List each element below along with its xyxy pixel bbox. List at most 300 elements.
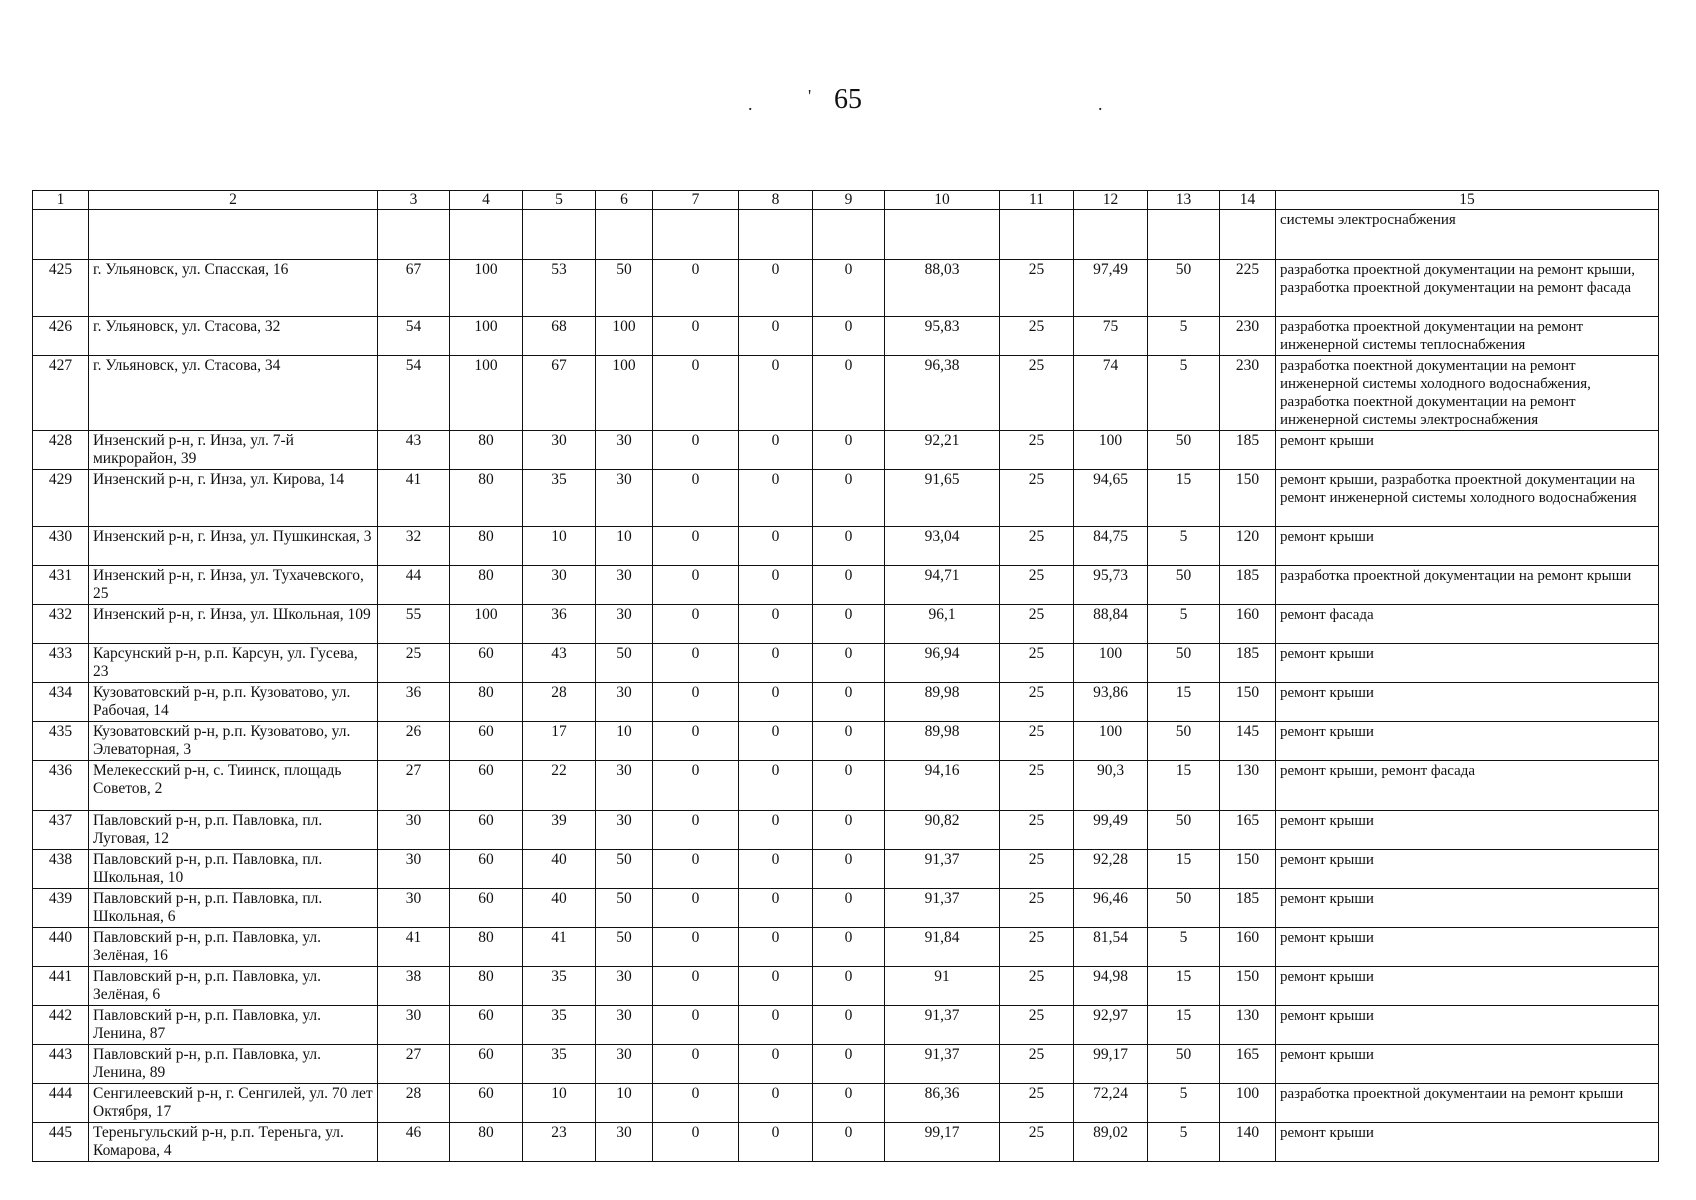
col-7-cell: 0 xyxy=(653,260,739,317)
col-12-cell: 93,86 xyxy=(1074,683,1148,722)
work-description-cell: ремонт крыши xyxy=(1276,850,1659,889)
col-14-cell: 130 xyxy=(1220,761,1276,811)
address-cell: Кузоватовский р-н, р.п. Кузоватово, ул. Элеваторная, 3 xyxy=(89,722,378,761)
col-3-cell: 25 xyxy=(378,644,450,683)
col-14-cell: 140 xyxy=(1220,1123,1276,1162)
col-4-cell: 100 xyxy=(450,356,523,431)
col-13-cell: 5 xyxy=(1148,527,1220,566)
col-13-cell: 5 xyxy=(1148,356,1220,431)
col-11-cell: 25 xyxy=(1000,722,1074,761)
col-8-cell: 0 xyxy=(739,811,813,850)
col-5-cell: 22 xyxy=(523,761,596,811)
col-10-cell: 88,03 xyxy=(885,260,1000,317)
col-7-cell: 0 xyxy=(653,928,739,967)
column-header: 1 xyxy=(33,191,89,210)
col-7-cell: 0 xyxy=(653,605,739,644)
address-cell: г. Ульяновск, ул. Спасская, 16 xyxy=(89,260,378,317)
col-10-cell: 91,37 xyxy=(885,1045,1000,1084)
col-11-cell: 25 xyxy=(1000,811,1074,850)
col-12-cell: 100 xyxy=(1074,644,1148,683)
col-6-cell: 10 xyxy=(596,527,653,566)
col-9-cell: 0 xyxy=(813,260,885,317)
work-description-cell: ремонт крыши, ремонт фасада xyxy=(1276,761,1659,811)
col-6-cell: 50 xyxy=(596,644,653,683)
col-10-cell: 91,84 xyxy=(885,928,1000,967)
table-row xyxy=(33,889,1659,928)
table-row xyxy=(33,605,1659,644)
col-5-cell: 40 xyxy=(523,889,596,928)
continuation-text: системы электроснабжения xyxy=(1276,210,1659,260)
col-10-cell: 89,98 xyxy=(885,722,1000,761)
col-10-cell: 90,82 xyxy=(885,811,1000,850)
work-description-cell: ремонт фасада xyxy=(1276,605,1659,644)
work-description-cell: ремонт крыши xyxy=(1276,889,1659,928)
col-4-cell: 80 xyxy=(450,967,523,1006)
col-12-cell: 100 xyxy=(1074,722,1148,761)
address-cell: Павловский р-н, р.п. Павловка, ул. Ленина, 87 xyxy=(89,1006,378,1045)
address-cell: Павловский р-н, р.п. Павловка, ул. Зелёная, 16 xyxy=(89,928,378,967)
col-4-cell: 60 xyxy=(450,644,523,683)
col-3-cell: 44 xyxy=(378,566,450,605)
col-13-cell: 15 xyxy=(1148,850,1220,889)
col-14-cell: 145 xyxy=(1220,722,1276,761)
col-13-cell: 50 xyxy=(1148,889,1220,928)
table-row xyxy=(33,722,1659,761)
col-3-cell: 55 xyxy=(378,605,450,644)
row-number-cell: 426 xyxy=(33,317,89,356)
col-6-cell: 50 xyxy=(596,260,653,317)
row-number-cell: 440 xyxy=(33,928,89,967)
work-description-cell: ремонт крыши xyxy=(1276,431,1659,470)
address-cell: Кузоватовский р-н, р.п. Кузоватово, ул. Рабочая, 14 xyxy=(89,683,378,722)
col-14-cell: 150 xyxy=(1220,967,1276,1006)
col-14-cell: 185 xyxy=(1220,644,1276,683)
col-12-cell: 88,84 xyxy=(1074,605,1148,644)
address-cell: Тереньгульский р-н, р.п. Тереньга, ул. Комарова, 4 xyxy=(89,1123,378,1162)
address-cell: Инзенский р-н, г. Инза, ул. Школьная, 109 xyxy=(89,605,378,644)
table-row xyxy=(33,761,1659,811)
col-9-cell: 0 xyxy=(813,1006,885,1045)
work-description-cell: ремонт крыши xyxy=(1276,928,1659,967)
col-4-cell: 60 xyxy=(450,850,523,889)
col-12-cell: 92,28 xyxy=(1074,850,1148,889)
row-number-cell: 434 xyxy=(33,683,89,722)
col-7-cell: 0 xyxy=(653,1006,739,1045)
col-10-cell: 94,71 xyxy=(885,566,1000,605)
col-11-cell: 25 xyxy=(1000,566,1074,605)
col-8-cell: 0 xyxy=(739,967,813,1006)
col-8-cell: 0 xyxy=(739,761,813,811)
col-13-cell: 50 xyxy=(1148,566,1220,605)
col-8-cell: 0 xyxy=(739,317,813,356)
address-cell: Инзенский р-н, г. Инза, ул. Пушкинская, 3 xyxy=(89,527,378,566)
row-number-cell: 435 xyxy=(33,722,89,761)
col-5-cell: 35 xyxy=(523,470,596,527)
col-5-cell: 53 xyxy=(523,260,596,317)
col-4-cell: 60 xyxy=(450,811,523,850)
column-header: 8 xyxy=(739,191,813,210)
col-13-cell: 50 xyxy=(1148,811,1220,850)
col-4-cell: 60 xyxy=(450,1045,523,1084)
work-description-cell: ремонт крыши xyxy=(1276,683,1659,722)
col-12-cell: 95,73 xyxy=(1074,566,1148,605)
col-10-cell: 89,98 xyxy=(885,683,1000,722)
col-11-cell: 25 xyxy=(1000,431,1074,470)
table-row xyxy=(33,431,1659,470)
col-7-cell: 0 xyxy=(653,811,739,850)
row-number-cell: 432 xyxy=(33,605,89,644)
col-9-cell: 0 xyxy=(813,722,885,761)
column-header: 11 xyxy=(1000,191,1074,210)
col-11-cell: 25 xyxy=(1000,644,1074,683)
col-11-cell: 25 xyxy=(1000,761,1074,811)
col-11-cell: 25 xyxy=(1000,260,1074,317)
col-9-cell: 0 xyxy=(813,1084,885,1123)
col-10-cell: 99,17 xyxy=(885,1123,1000,1162)
address-cell: Инзенский р-н, г. Инза, ул. 7-й микрорайон, 39 xyxy=(89,431,378,470)
col-12-cell: 92,97 xyxy=(1074,1006,1148,1045)
work-description-cell: ремонт крыши xyxy=(1276,644,1659,683)
col-6-cell: 30 xyxy=(596,470,653,527)
table-row xyxy=(33,644,1659,683)
column-header: 14 xyxy=(1220,191,1276,210)
col-7-cell: 0 xyxy=(653,761,739,811)
col-3-cell: 36 xyxy=(378,683,450,722)
col-9-cell: 0 xyxy=(813,317,885,356)
col-3-cell: 27 xyxy=(378,1045,450,1084)
col-5-cell: 36 xyxy=(523,605,596,644)
col-5-cell: 41 xyxy=(523,928,596,967)
row-number-cell: 431 xyxy=(33,566,89,605)
col-11-cell: 25 xyxy=(1000,1045,1074,1084)
col-10-cell: 91,65 xyxy=(885,470,1000,527)
col-6-cell: 50 xyxy=(596,850,653,889)
col-11-cell: 25 xyxy=(1000,1084,1074,1123)
col-6-cell: 30 xyxy=(596,605,653,644)
col-11-cell: 25 xyxy=(1000,356,1074,431)
col-14-cell: 225 xyxy=(1220,260,1276,317)
column-header: 4 xyxy=(450,191,523,210)
col-4-cell: 80 xyxy=(450,470,523,527)
col-13-cell: 50 xyxy=(1148,260,1220,317)
col-14-cell: 150 xyxy=(1220,850,1276,889)
row-number-cell: 437 xyxy=(33,811,89,850)
col-12-cell: 72,24 xyxy=(1074,1084,1148,1123)
col-4-cell: 60 xyxy=(450,761,523,811)
continuation-row xyxy=(33,210,1659,260)
col-11-cell: 25 xyxy=(1000,527,1074,566)
col-7-cell: 0 xyxy=(653,644,739,683)
address-cell: Павловский р-н, р.п. Павловка, пл. Луговая, 12 xyxy=(89,811,378,850)
col-4-cell: 60 xyxy=(450,1006,523,1045)
row-number-cell: 436 xyxy=(33,761,89,811)
col-6-cell: 50 xyxy=(596,928,653,967)
table-row xyxy=(33,811,1659,850)
col-10-cell: 95,83 xyxy=(885,317,1000,356)
work-description-cell: разработка проектной документации на ремонт крыши xyxy=(1276,566,1659,605)
col-11-cell: 25 xyxy=(1000,470,1074,527)
col-4-cell: 80 xyxy=(450,683,523,722)
col-9-cell: 0 xyxy=(813,683,885,722)
col-3-cell: 43 xyxy=(378,431,450,470)
column-header: 3 xyxy=(378,191,450,210)
col-14-cell: 185 xyxy=(1220,889,1276,928)
row-number-cell: 427 xyxy=(33,356,89,431)
col-13-cell: 50 xyxy=(1148,431,1220,470)
address-cell: Сенгилеевский р-н, г. Сенгилей, ул. 70 лет Октября, 17 xyxy=(89,1084,378,1123)
column-header: 9 xyxy=(813,191,885,210)
col-6-cell: 30 xyxy=(596,761,653,811)
address-cell: Карсунский р-н, р.п. Карсун, ул. Гусева, 23 xyxy=(89,644,378,683)
col-11-cell: 25 xyxy=(1000,889,1074,928)
col-10-cell: 94,16 xyxy=(885,761,1000,811)
col-13-cell: 5 xyxy=(1148,1084,1220,1123)
table-row xyxy=(33,1006,1659,1045)
work-description-cell: разработка проектной документации на ремонт инженерной системы теплоснабжения xyxy=(1276,317,1659,356)
col-9-cell: 0 xyxy=(813,967,885,1006)
col-12-cell: 75 xyxy=(1074,317,1148,356)
col-11-cell: 25 xyxy=(1000,1006,1074,1045)
scan-speck: ' xyxy=(808,86,812,106)
col-12-cell: 99,17 xyxy=(1074,1045,1148,1084)
col-11-cell: 25 xyxy=(1000,683,1074,722)
col-8-cell: 0 xyxy=(739,928,813,967)
col-6-cell: 30 xyxy=(596,683,653,722)
row-number-cell: 429 xyxy=(33,470,89,527)
row-number-cell: 430 xyxy=(33,527,89,566)
col-3-cell: 67 xyxy=(378,260,450,317)
row-number-cell: 444 xyxy=(33,1084,89,1123)
col-3-cell: 46 xyxy=(378,1123,450,1162)
col-9-cell: 0 xyxy=(813,1045,885,1084)
col-14-cell: 165 xyxy=(1220,1045,1276,1084)
col-8-cell: 0 xyxy=(739,683,813,722)
table-row xyxy=(33,260,1659,317)
work-description-cell: ремонт крыши xyxy=(1276,1006,1659,1045)
work-description-cell: ремонт крыши xyxy=(1276,722,1659,761)
col-9-cell: 0 xyxy=(813,889,885,928)
scan-speck: . xyxy=(748,94,753,114)
table-row xyxy=(33,967,1659,1006)
col-10-cell: 92,21 xyxy=(885,431,1000,470)
col-8-cell: 0 xyxy=(739,644,813,683)
col-3-cell: 30 xyxy=(378,811,450,850)
col-8-cell: 0 xyxy=(739,566,813,605)
col-12-cell: 90,3 xyxy=(1074,761,1148,811)
col-8-cell: 0 xyxy=(739,260,813,317)
address-cell: Мелекесский р-н, с. Тиинск, площадь Советов, 2 xyxy=(89,761,378,811)
col-6-cell: 30 xyxy=(596,1006,653,1045)
col-7-cell: 0 xyxy=(653,566,739,605)
col-5-cell: 35 xyxy=(523,1006,596,1045)
col-13-cell: 15 xyxy=(1148,1006,1220,1045)
work-description-cell: разработка проектной документаии на ремонт крыши xyxy=(1276,1084,1659,1123)
col-4-cell: 60 xyxy=(450,889,523,928)
col-5-cell: 10 xyxy=(523,1084,596,1123)
col-6-cell: 30 xyxy=(596,811,653,850)
address-cell: Инзенский р-н, г. Инза, ул. Тухачевского, 25 xyxy=(89,566,378,605)
col-13-cell: 50 xyxy=(1148,644,1220,683)
page-number: 65 xyxy=(834,84,862,115)
col-9-cell: 0 xyxy=(813,605,885,644)
col-7-cell: 0 xyxy=(653,1123,739,1162)
col-3-cell: 54 xyxy=(378,317,450,356)
col-12-cell: 96,46 xyxy=(1074,889,1148,928)
table-row xyxy=(33,850,1659,889)
col-6-cell: 10 xyxy=(596,722,653,761)
row-number-cell: 441 xyxy=(33,967,89,1006)
row-number-cell: 425 xyxy=(33,260,89,317)
table-row xyxy=(33,928,1659,967)
col-10-cell: 91,37 xyxy=(885,850,1000,889)
col-5-cell: 30 xyxy=(523,566,596,605)
col-5-cell: 43 xyxy=(523,644,596,683)
table-row xyxy=(33,470,1659,527)
col-11-cell: 25 xyxy=(1000,967,1074,1006)
col-13-cell: 5 xyxy=(1148,928,1220,967)
col-8-cell: 0 xyxy=(739,605,813,644)
column-header: 13 xyxy=(1148,191,1220,210)
col-8-cell: 0 xyxy=(739,470,813,527)
work-description-cell: ремонт крыши xyxy=(1276,1123,1659,1162)
row-number-cell: 439 xyxy=(33,889,89,928)
address-cell: Павловский р-н, р.п. Павловка, ул. Зелёная, 6 xyxy=(89,967,378,1006)
col-3-cell: 26 xyxy=(378,722,450,761)
row-number-cell: 443 xyxy=(33,1045,89,1084)
column-header: 12 xyxy=(1074,191,1148,210)
col-7-cell: 0 xyxy=(653,470,739,527)
col-13-cell: 50 xyxy=(1148,722,1220,761)
column-header: 6 xyxy=(596,191,653,210)
work-description-cell: разработка проектной документации на ремонт крыши, разработка проектной документации на ремонт фасада xyxy=(1276,260,1659,317)
col-7-cell: 0 xyxy=(653,1045,739,1084)
col-14-cell: 160 xyxy=(1220,928,1276,967)
col-5-cell: 67 xyxy=(523,356,596,431)
col-8-cell: 0 xyxy=(739,527,813,566)
col-4-cell: 100 xyxy=(450,317,523,356)
col-4-cell: 80 xyxy=(450,527,523,566)
col-14-cell: 120 xyxy=(1220,527,1276,566)
col-5-cell: 23 xyxy=(523,1123,596,1162)
col-8-cell: 0 xyxy=(739,850,813,889)
col-10-cell: 91,37 xyxy=(885,889,1000,928)
col-4-cell: 60 xyxy=(450,1084,523,1123)
col-12-cell: 94,65 xyxy=(1074,470,1148,527)
col-3-cell: 27 xyxy=(378,761,450,811)
col-13-cell: 15 xyxy=(1148,761,1220,811)
col-11-cell: 25 xyxy=(1000,850,1074,889)
col-5-cell: 35 xyxy=(523,1045,596,1084)
column-header: 10 xyxy=(885,191,1000,210)
col-6-cell: 30 xyxy=(596,1123,653,1162)
work-description-cell: ремонт крыши xyxy=(1276,527,1659,566)
col-3-cell: 28 xyxy=(378,1084,450,1123)
col-10-cell: 96,1 xyxy=(885,605,1000,644)
row-number-cell: 433 xyxy=(33,644,89,683)
col-10-cell: 96,38 xyxy=(885,356,1000,431)
scan-speck: . xyxy=(1098,94,1103,114)
table-row xyxy=(33,527,1659,566)
col-14-cell: 130 xyxy=(1220,1006,1276,1045)
column-header: 5 xyxy=(523,191,596,210)
col-14-cell: 185 xyxy=(1220,431,1276,470)
col-4-cell: 60 xyxy=(450,722,523,761)
col-14-cell: 185 xyxy=(1220,566,1276,605)
col-3-cell: 38 xyxy=(378,967,450,1006)
address-cell: Павловский р-н, р.п. Павловка, пл. Школьная, 6 xyxy=(89,889,378,928)
work-description-cell: ремонт крыши, разработка проектной документации на ремонт инженерной системы холодного водоснабжения xyxy=(1276,470,1659,527)
col-8-cell: 0 xyxy=(739,1123,813,1162)
col-8-cell: 0 xyxy=(739,889,813,928)
col-14-cell: 165 xyxy=(1220,811,1276,850)
col-14-cell: 230 xyxy=(1220,356,1276,431)
col-7-cell: 0 xyxy=(653,889,739,928)
column-header: 2 xyxy=(89,191,378,210)
row-number-cell: 445 xyxy=(33,1123,89,1162)
col-7-cell: 0 xyxy=(653,1084,739,1123)
col-3-cell: 30 xyxy=(378,889,450,928)
col-13-cell: 15 xyxy=(1148,470,1220,527)
col-10-cell: 91,37 xyxy=(885,1006,1000,1045)
col-6-cell: 30 xyxy=(596,967,653,1006)
header-row xyxy=(33,191,1659,210)
col-9-cell: 0 xyxy=(813,928,885,967)
col-4-cell: 80 xyxy=(450,928,523,967)
col-5-cell: 40 xyxy=(523,850,596,889)
col-5-cell: 28 xyxy=(523,683,596,722)
col-6-cell: 30 xyxy=(596,566,653,605)
col-9-cell: 0 xyxy=(813,356,885,431)
col-10-cell: 96,94 xyxy=(885,644,1000,683)
col-14-cell: 160 xyxy=(1220,605,1276,644)
table-row xyxy=(33,356,1659,431)
col-10-cell: 91 xyxy=(885,967,1000,1006)
col-5-cell: 68 xyxy=(523,317,596,356)
column-header: 15 xyxy=(1276,191,1659,210)
address-cell: Инзенский р-н, г. Инза, ул. Кирова, 14 xyxy=(89,470,378,527)
address-cell: Павловский р-н, р.п. Павловка, пл. Школьная, 10 xyxy=(89,850,378,889)
col-9-cell: 0 xyxy=(813,431,885,470)
col-8-cell: 0 xyxy=(739,1006,813,1045)
col-9-cell: 0 xyxy=(813,761,885,811)
col-8-cell: 0 xyxy=(739,431,813,470)
col-13-cell: 15 xyxy=(1148,683,1220,722)
col-3-cell: 41 xyxy=(378,928,450,967)
col-11-cell: 25 xyxy=(1000,1123,1074,1162)
col-9-cell: 0 xyxy=(813,850,885,889)
col-6-cell: 10 xyxy=(596,1084,653,1123)
col-4-cell: 80 xyxy=(450,431,523,470)
col-7-cell: 0 xyxy=(653,356,739,431)
col-12-cell: 97,49 xyxy=(1074,260,1148,317)
col-9-cell: 0 xyxy=(813,470,885,527)
col-8-cell: 0 xyxy=(739,1084,813,1123)
col-7-cell: 0 xyxy=(653,317,739,356)
col-8-cell: 0 xyxy=(739,1045,813,1084)
address-cell: г. Ульяновск, ул. Стасова, 32 xyxy=(89,317,378,356)
col-7-cell: 0 xyxy=(653,527,739,566)
col-14-cell: 150 xyxy=(1220,470,1276,527)
col-7-cell: 0 xyxy=(653,431,739,470)
table-row xyxy=(33,566,1659,605)
col-3-cell: 41 xyxy=(378,470,450,527)
address-cell: Павловский р-н, р.п. Павловка, ул. Ленина, 89 xyxy=(89,1045,378,1084)
col-9-cell: 0 xyxy=(813,811,885,850)
row-number-cell: 438 xyxy=(33,850,89,889)
col-5-cell: 35 xyxy=(523,967,596,1006)
col-4-cell: 100 xyxy=(450,605,523,644)
col-3-cell: 54 xyxy=(378,356,450,431)
